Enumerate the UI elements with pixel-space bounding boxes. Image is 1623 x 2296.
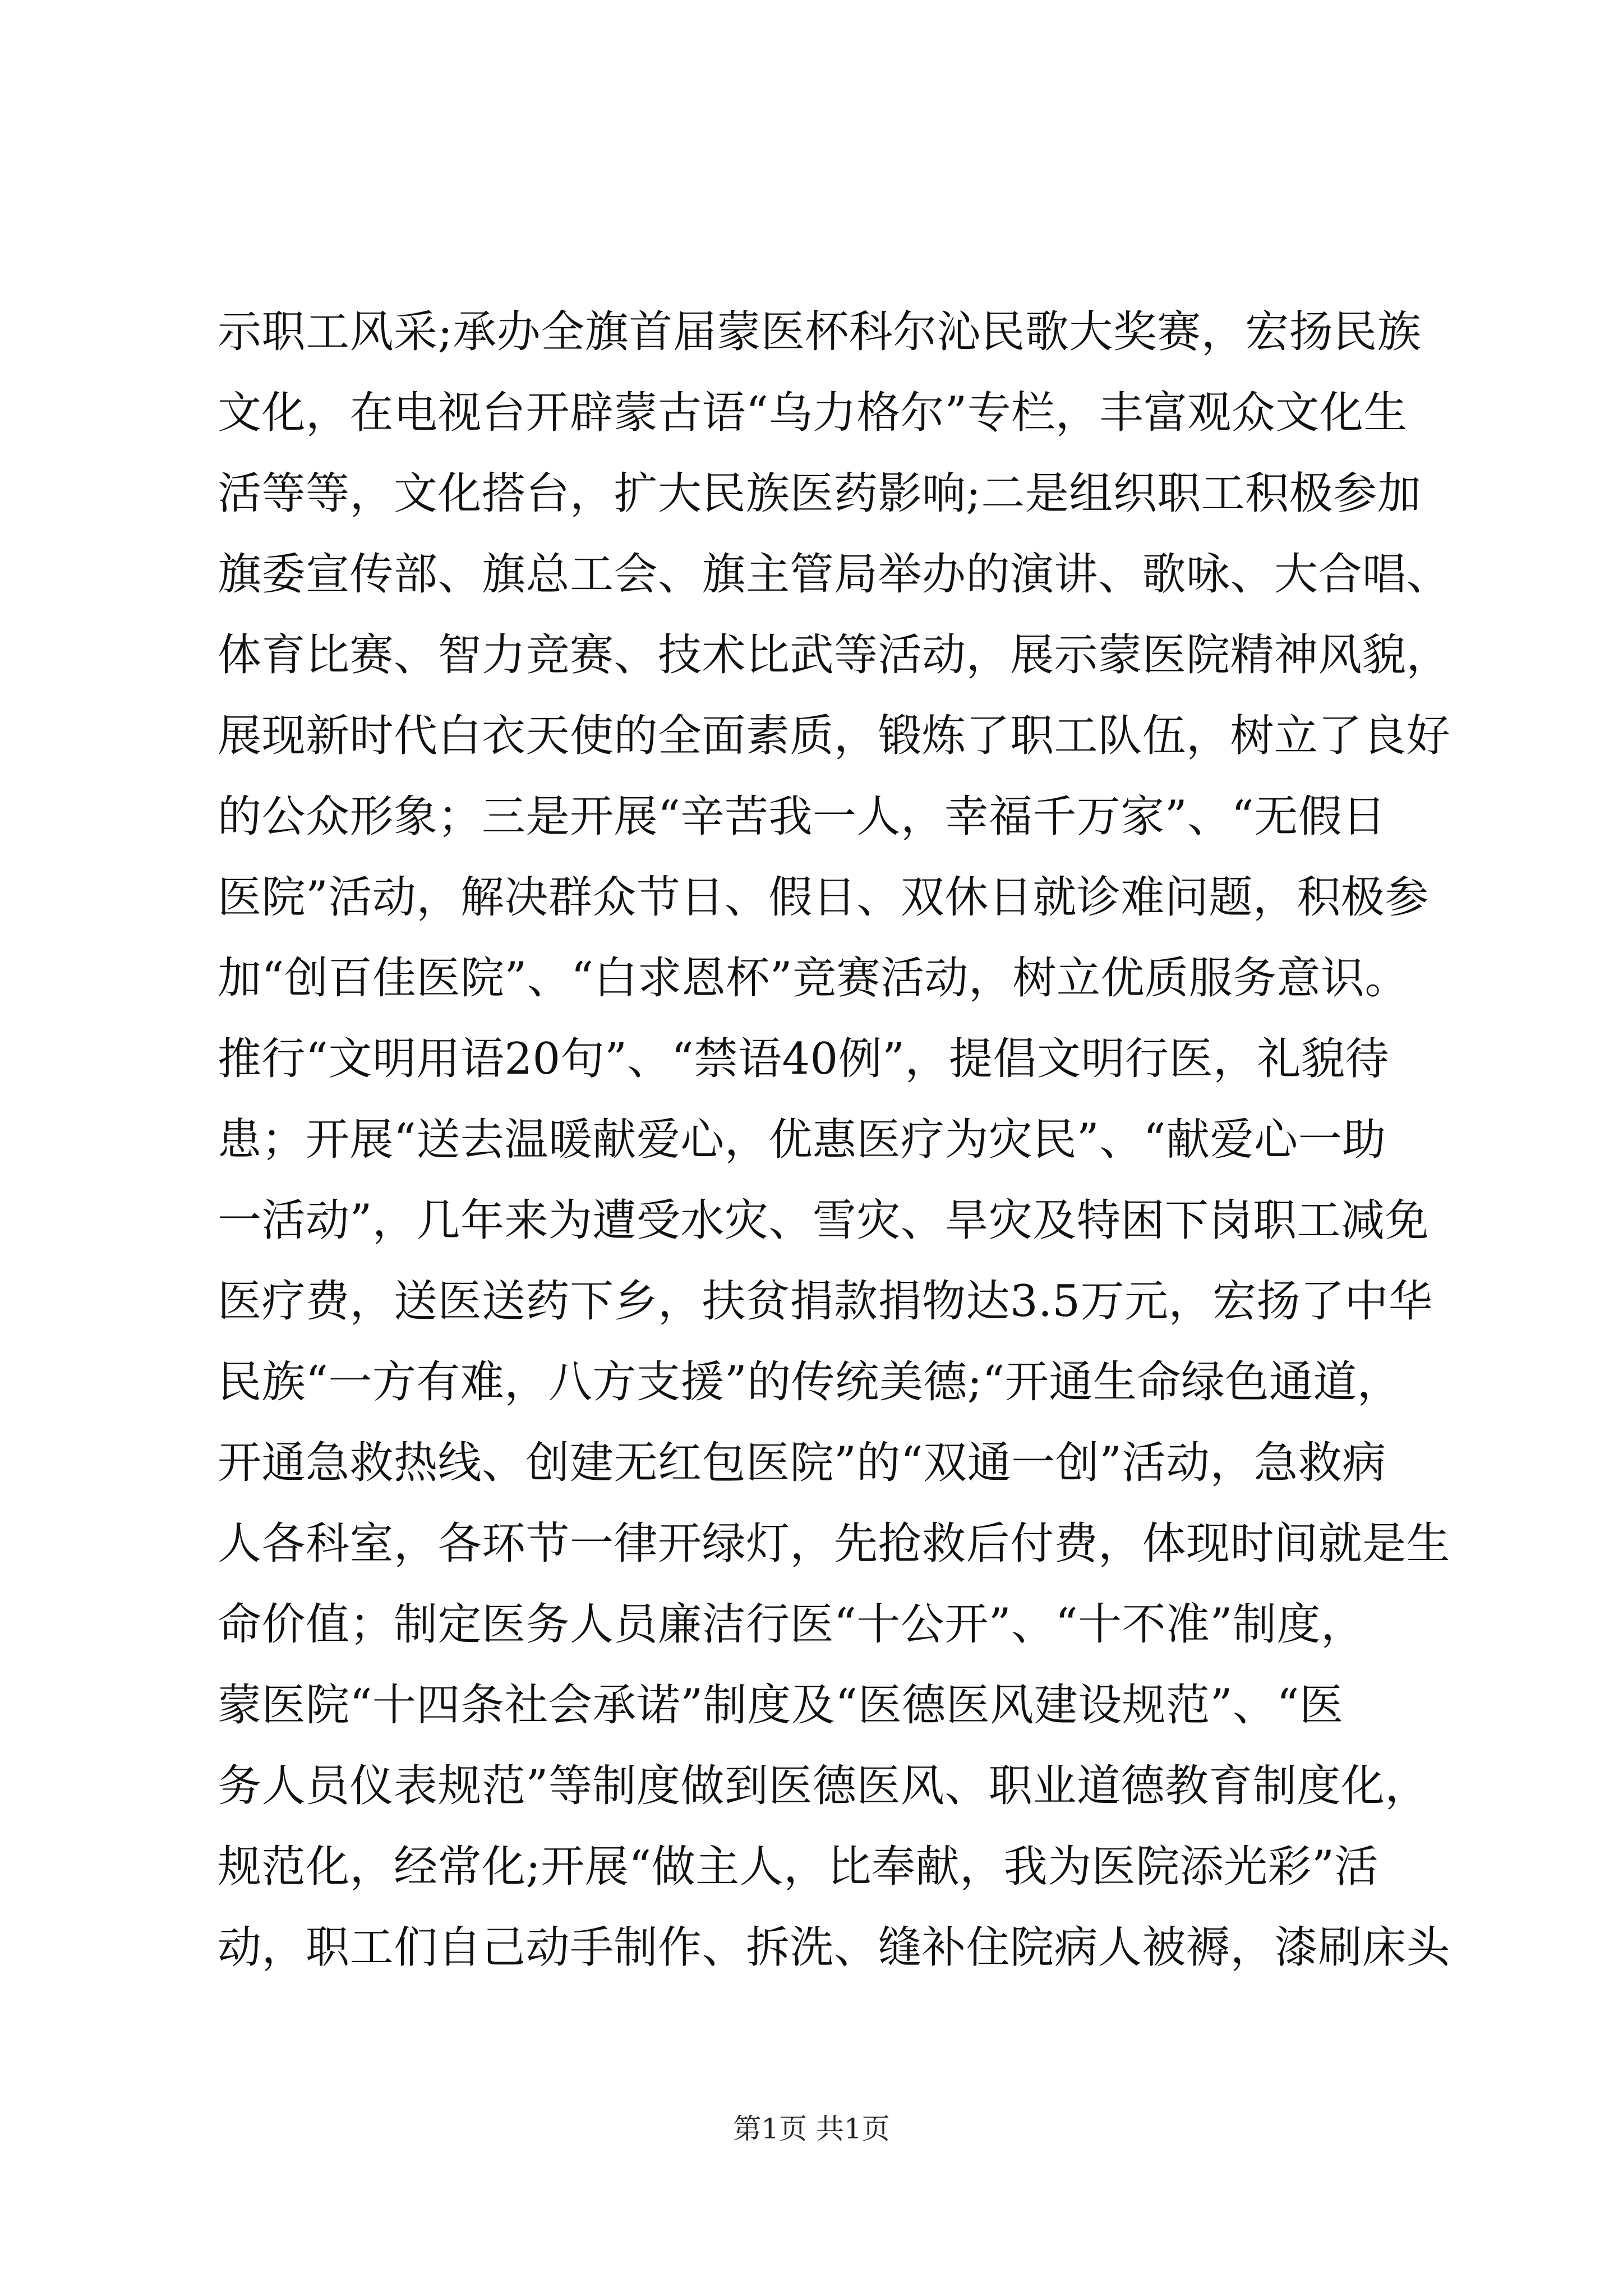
text-line: 人各科室，各环节一律开绿灯，先抢救后付费，体现时间就是生	[218, 1519, 1451, 1569]
text-line: 开通急救热线、创建无红包医院”的“双通一创”活动，急救病	[218, 1438, 1386, 1488]
text-line: 的公众形象；三是开展“辛苦我一人，幸福千万家”、“无假日	[218, 792, 1386, 842]
text-line: 推行“文明用语20句”、“禁语40例”，提倡文明行医，礼貌待	[218, 1034, 1390, 1084]
text-line: 动，职工们自己动手制作、拆洗、缝补住院病人被褥，漆刷床头	[218, 1922, 1451, 1973]
page-footer: 第1页 共1页	[733, 2113, 890, 2145]
text-line: 旗委宣传部、旗总工会、旗主管局举办的演讲、歌咏、大合唱、	[218, 549, 1451, 600]
text-line: 展现新时代白衣天使的全面素质，锻炼了职工队伍，树立了良好	[218, 711, 1451, 761]
text-line: 患；开展“送去温暖献爱心，优惠医疗为灾民”、“献爱心一助	[218, 1115, 1386, 1165]
text-line: 文化，在电视台开辟蒙古语“乌力格尔”专栏，丰富观众文化生	[218, 388, 1408, 438]
text-line: 一活动”，几年来为遭受水灾、雪灾、旱灾及特困下岗职工减免	[218, 1195, 1429, 1246]
text-line: 示职工风采;承办全旗首届蒙医杯科尔沁民歌大奖赛，宏扬民族	[218, 307, 1422, 357]
text-line: 命价值；制定医务人员廉洁行医“十公开”、“十不准”制度，	[218, 1599, 1365, 1650]
text-line: 规范化，经常化;开展“做主人，比奉献，我为医院添光彩”活	[218, 1842, 1379, 1892]
text-line: 医疗费，送医送药下乡，扶贫捐款捐物达3.5万元，宏扬了中华	[218, 1276, 1433, 1327]
text-line: 体育比赛、智力竞赛、技术比武等活动，展示蒙医院精神风貌，	[218, 630, 1451, 680]
body-text	[218, 292, 1451, 1988]
text-line: 务人员仪表规范”等制度做到医德医风、职业道德教育制度化，	[218, 1761, 1429, 1811]
text-line: 蒙医院“十四条社会承诺”制度及“医德医风建设规范”、“医	[218, 1680, 1344, 1731]
text-line: 民族“一方有难，八方支援”的传统美德;“开通生命绿色通道，	[218, 1357, 1401, 1407]
text-line: 加“创百佳医院”、“白求恩杯”竞赛活动，树立优质服务意识。	[218, 953, 1409, 1004]
text-line: 活等等，文化搭台，扩大民族医药影响;二是组织职工积极参加	[218, 468, 1422, 519]
text-line: 医院”活动，解决群众节日、假日、双休日就诊难问题，积极参	[218, 872, 1429, 923]
